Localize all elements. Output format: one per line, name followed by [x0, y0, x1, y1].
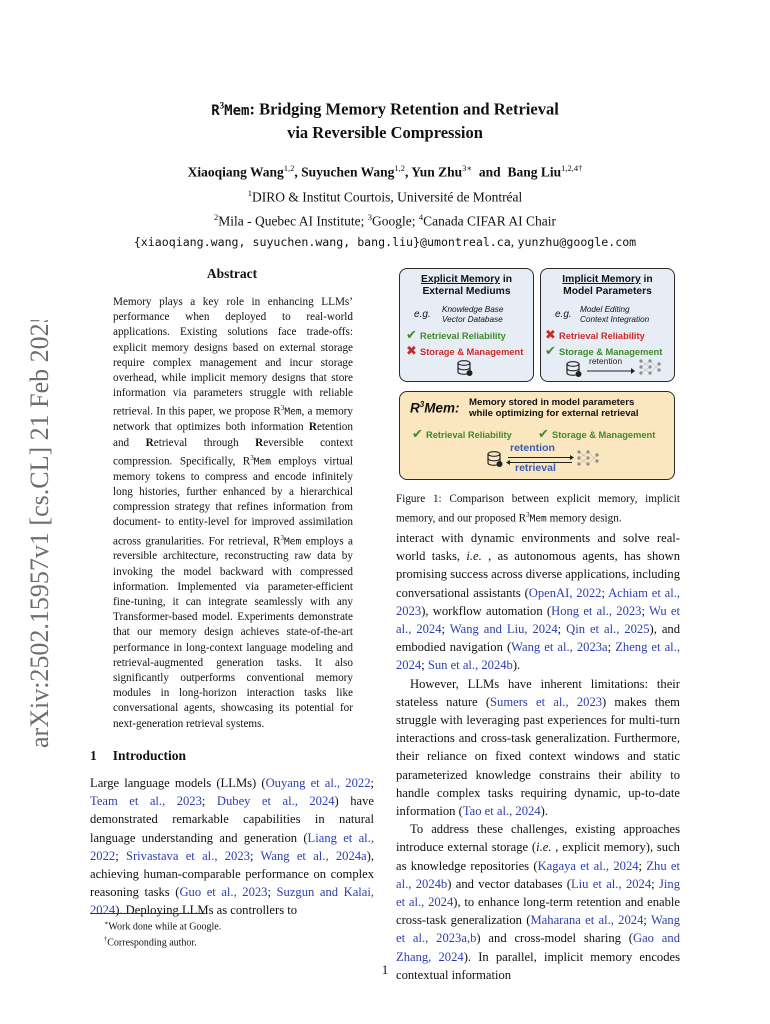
intro-right-text — [396, 529, 680, 984]
citation-link[interactable]: Liang et al., 2022 — [90, 830, 374, 863]
citation-link[interactable]: Sun et al., 2024b — [427, 658, 513, 673]
arrow-right-icon — [585, 368, 635, 374]
database-icon — [486, 450, 504, 468]
figure-1-caption: Figure 1: Comparison between explicit memory, implicit memory, and our proposed $R^3Mem$ memory design. — [396, 493, 680, 525]
cross-icon: ✖ — [545, 327, 556, 342]
citation-link[interactable]: Maharana et al., 2024 — [530, 913, 644, 928]
citation-link[interactable]: Team et al., 2023 — [90, 794, 202, 809]
check-icon: ✔ — [545, 343, 556, 358]
citation-link[interactable]: Tao et al., 2024 — [462, 804, 541, 819]
r3-storage-check: ✔ Storage & Management — [538, 426, 656, 441]
check-icon: ✔ — [412, 426, 423, 441]
figure-1 — [396, 265, 680, 480]
title-method-name: $R^3Mem$ — [211, 100, 250, 119]
explicit-eg-label: e.g. — [414, 309, 431, 320]
intro-left-text: Large language models (LLMs) (Ouyang et al., 2022; Team et al., 2023; Dubey et al., 2024) have demonstrated remarkable capabilities in natural language understanding and generation (Liang et al., 2022; Srivastava et al., 2023; Wang et al., 2024a), achieving human-comparable performance on complex reasoning tasks (Guo et al., 2023; Suzgun and Kalai, 2024). Deploying LLMs as controllers to — [90, 776, 375, 918]
explicit-retrieval-check: ✔ Retrieval Reliability — [406, 327, 506, 342]
citation-link[interactable]: Wu et al., 2024 — [396, 603, 681, 637]
affiliation-1: $^1$DIRO & Institut Courtois, Université de Montréal — [247, 187, 523, 204]
database-icon — [456, 359, 474, 377]
check-icon: ✔ — [406, 327, 417, 342]
footnote-rule — [90, 913, 205, 914]
arxiv-id-text: arXiv:2502.15957v1 [cs.CL] 21 Feb 2025 — [25, 320, 54, 748]
citation-link[interactable]: Wang et al., 2023a — [511, 640, 608, 655]
abstract-heading: Abstract — [206, 266, 258, 281]
citation-link[interactable]: Kagaya et al., 2024 — [537, 858, 639, 873]
author-names: Xiaoqiang Wang$^{1,2}$, Suyuchen Wang$^{1,2}$, Yun Zhu$^{3∗}$ and Bang Liu$^{1,2,4\dagger}$ — [187, 163, 583, 180]
citation-link[interactable]: Guo et al., 2023 — [179, 885, 268, 900]
title-line-2: via Reversible Compression — [287, 122, 483, 142]
citation-link[interactable]: Wang et al., 2023a,b — [396, 913, 681, 946]
implicit-retention-label: retention — [589, 356, 623, 366]
database-icon — [565, 360, 583, 378]
citation-link[interactable]: Hong et al., 2023 — [551, 603, 642, 618]
citation-link[interactable]: Jing et al., 2024 — [396, 876, 680, 910]
paper-title: $R^3Mem$: Bridging Memory Retention and Retrieval via Reversible Compression — [90, 95, 680, 143]
citation-link[interactable]: Qin et al., 2025 — [566, 622, 650, 637]
abstract-text: Memory plays a key role in enhancing LLMs’ performance when deployed to real-world applications. Existing solutions face trade-offs: explicit memory designs based on external storage require complex management and incur storage overhead, while implicit memory designs that store information via parameters struggle with reliable retrieval. In this paper, we propose $R^3Mem$, a memory network that optimizes both information Retention and Retrieval through Reversible context compression. Specifically, $R^3Mem$ employs virtual memory tokens to compress and encode infinitely long histories, further enhanced by a hierarchical compression strategy that refines information from document- to entity-level for improved assimilation across granularities. For retrieval, $R^3Mem$ employs a reversible architecture, reconstructing raw data by invoking the model backward with compressed information. Implemented via parameter-efficient fine-tuning, it can integrate seamlessly with any Transformer-based model. Experiments demonstrate that our memory design achieves state-of-the-art performance in long-context language modeling and retrieval-augmented generation tasks. It also significantly outperforms conventional memory modules in long-horizon interaction tasks like conversational agents, showcasing its potential for next-generation retrieval systems. — [113, 296, 353, 730]
implicit-storage-check: ✔ Storage & Management — [545, 343, 663, 358]
citation-link[interactable]: Sumers et al., 2023 — [490, 694, 603, 709]
citation-link[interactable]: Dubey et al., 2024 — [216, 794, 335, 809]
citation-link[interactable]: Suzgun and Kalai, 2024 — [90, 885, 375, 918]
implicit-eg-items: Model Editing Context Integration — [580, 305, 650, 324]
citation-link[interactable]: OpenAI, 2022 — [528, 585, 602, 600]
citation-link[interactable]: Wang and Liu, 2024 — [449, 622, 558, 637]
implicit-memory-title: Implicit Memory in Model Parameters — [562, 274, 653, 297]
implicit-eg-label: e.g. — [555, 309, 572, 320]
intro-paragraph-3: To address these challenges, existing approaches introduce external storage (i.e. , explicit memory), such as knowledge repositories (Kagaya et al., 2024; Zhu et al., 2024b) and vector databases (Liu et al., 2024; Jing et al., 2024), to enhance long-term retention and enable cross-task generalization (Maharana et al., 2024; Wang et al., 2023a,b) and cross-model sharing (Gao and Zhang, 2024). In parallel, implicit memory encodes contextual information — [396, 822, 681, 982]
r3-retrieval-check: ✔ Retrieval Reliability — [412, 426, 512, 441]
citation-link[interactable]: Liu et al., 2024 — [570, 876, 652, 891]
explicit-memory-box — [399, 268, 534, 382]
footnote-2: †Corresponding author. — [104, 936, 197, 949]
arxiv-identifier-stamp — [14, 320, 60, 750]
r3-retention-label: retention — [510, 442, 555, 454]
citation-link[interactable]: Gao and Zhang, 2024 — [396, 931, 680, 964]
neural-network-icon — [638, 357, 662, 377]
explicit-memory-title: Explicit Memory in External Mediums — [421, 274, 512, 297]
explicit-eg-items: Knowledge Base Vector Database — [442, 305, 504, 324]
explicit-storage-cross: ✖ Storage & Management — [406, 343, 524, 358]
neural-network-icon — [576, 448, 600, 468]
cross-icon: ✖ — [406, 343, 417, 358]
footnotes — [104, 917, 221, 950]
implicit-retrieval-cross: ✖ Retrieval Reliability — [545, 327, 645, 342]
citation-link[interactable]: Zhu et al., 2024b — [396, 858, 681, 891]
check-icon: ✔ — [538, 426, 549, 441]
citation-link[interactable]: Achiam et al., 2023 — [396, 585, 680, 618]
page-number: 1 — [381, 962, 389, 977]
citation-link[interactable]: Zheng et al., 2024 — [396, 640, 680, 673]
implicit-memory-box — [540, 268, 675, 382]
r3mem-label: $R^3Mem$: — [410, 400, 460, 416]
r3-retrieval-label: retrieval — [515, 462, 556, 474]
footnote-1: ∗Work done while at Google. — [104, 920, 222, 933]
r3mem-box — [399, 391, 675, 480]
author-emails: {xiaoqiang.wang, suyuchen.wang, bang.liu}@umontreal.ca, yunzhu@google.com — [133, 233, 637, 249]
citation-link[interactable]: Srivastava et al., 2023 — [125, 848, 250, 863]
section-heading-introduction: 1 Introduction — [90, 748, 187, 763]
citation-link[interactable]: Wang et al., 2024a — [260, 848, 367, 863]
citation-link[interactable]: Ouyang et al., 2022 — [265, 776, 371, 790]
affiliation-2: $^2$Mila - Quebec AI Institute; $^3$Google; $^4$Canada CIFAR AI Chair — [213, 212, 557, 229]
intro-paragraph-2: However, LLMs have inherent limitations: their stateless nature (Sumers et al., 2023) makes them struggle with leveraging past experiences for multi-turn interactions and cross-task generalization. Furthermore, their reliance on fixed context windows and static parameterized knowledge constrains their ability to handle complex tasks requiring dynamic, up-to-date information (Tao et al., 2024). — [396, 676, 680, 819]
r3mem-description: Memory stored in model parameters while optimizing for external retrieval — [469, 397, 639, 419]
author-block — [60, 158, 710, 252]
intro-paragraph-1: interact with dynamic environments and solve real-world tasks, i.e. , as autonomous agents, has shown promising success across diverse applications, including conversational assistants (OpenAI, 2022; Achiam et al., 2023), workflow automation (Hong et al., 2023; Wu et al., 2024; Wang and Liu, 2024; Qin et al., 2025), and embodied navigation (Wang et al., 2023a; Zheng et al., 2024; Sun et al., 2024b). — [396, 531, 681, 673]
